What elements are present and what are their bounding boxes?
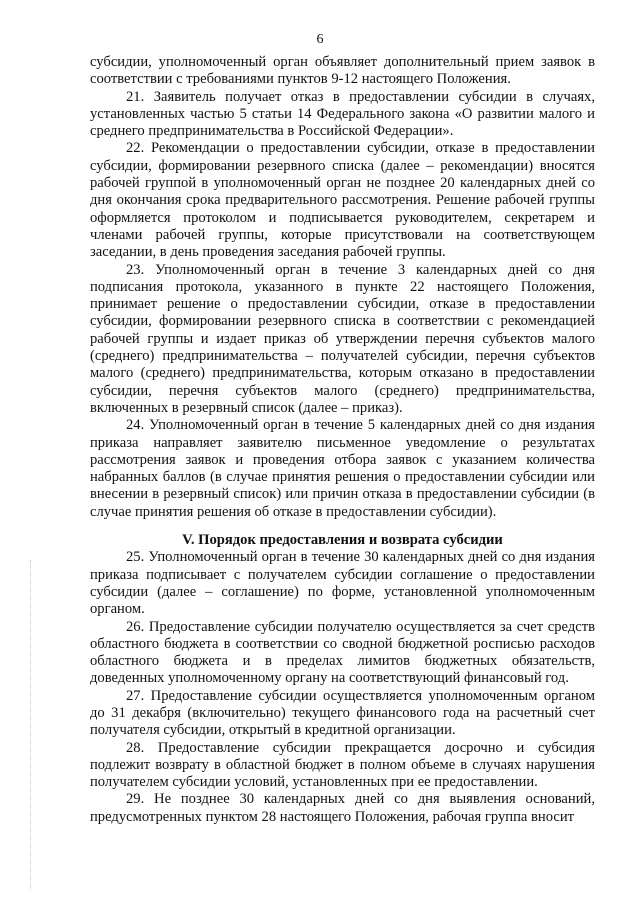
scan-margin-dots bbox=[30, 560, 35, 890]
page-number: 6 bbox=[316, 32, 324, 47]
paragraphs-before-section bbox=[90, 54, 595, 521]
document-body bbox=[90, 54, 595, 826]
section-heading: V. Порядок предоставления и возврата субсидии bbox=[182, 532, 503, 549]
paragraph: 25. Уполномоченный орган в течение 30 календарных дней со дня издания приказа подписывает с получателем субсидии соглашение о предоставлении субсидии (далее – соглашение) по форме, установленной уполномоченным органом. bbox=[90, 549, 595, 618]
paragraph: 23. Уполномоченный орган в течение 3 календарных дней со дня подписания протокола, указанного в пункте 22 настоящего Положения, принимает решение о предоставлении субсидии, отказе в предоставлении субсидии, формировании резервного списка в соответствии с рекомендацией рабочей группы и издает приказ об утверждении перечня субъектов малого (среднего) предпринимательства – получателей субсидии, перечня субъектов малого (среднего) предпринимательства, которым отказано в предоставлении субсидии, перечня субъектов малого (среднего) предпринимательства, включенных в резервный список (далее – приказ). bbox=[90, 261, 595, 416]
paragraph: 26. Предоставление субсидии получателю осуществляется за счет средств областного бюджета в соответствии со сводной бюджетной росписью расходов областного бюджета и в пределах лимитов бюджетных обязательств, доведенных уполномоченному органу на соответствующий финансовый год. bbox=[90, 618, 595, 687]
paragraph: 27. Предоставление субсидии осуществляется уполномоченным органом до 31 декабря (включительно) текущего финансового года на расчетный счет получателя субсидии, открытый в кредитной организации. bbox=[90, 687, 595, 739]
paragraph: 24. Уполномоченный орган в течение 5 календарных дней со дня издания приказа направляет заявителю письменное уведомление о результатах рассмотрения заявок и проведения отбора заявок с указанием количества набранных баллов (в случае принятия решения о предоставлении субсидии или внесении в резервный список) или причин отказа в предоставлении субсидии (в случае принятия решения об отказе в предоставлении субсидии). bbox=[90, 417, 595, 520]
paragraph: 28. Предоставление субсидии прекращается досрочно и субсидия подлежит возврату в областной бюджет в полном объеме в случаях нарушения получателем субсидии условий, установленных при ее предоставлении. bbox=[90, 739, 595, 791]
paragraph: 22. Рекомендации о предоставлении субсидии, отказе в предоставлении субсидии, формировании резервного списка (далее – рекомендации) вносятся рабочей группой в уполномоченный орган не позднее 20 календарных дней со дня окончания срока предварительного рассмотрения. Решение рабочей группы оформляется протоколом и подписывается руководителем, секретарем и членами рабочей группы, которые присутствовали на соответствующем заседании, в день проведения заседания рабочей группы. bbox=[90, 140, 595, 261]
paragraph: субсидии, уполномоченный орган объявляет дополнительный прием заявок в соответствии с требованиями пунктов 9-12 настоящего Положения. bbox=[90, 54, 595, 88]
paragraph: 21. Заявитель получает отказ в предоставлении субсидии в случаях, установленных частью 5 статьи 14 Федерального закона «О развитии малого и среднего предпринимательства в Российской Федерации». bbox=[90, 88, 595, 140]
paragraphs-after-section bbox=[90, 549, 595, 826]
paragraph: 29. Не позднее 30 календарных дней со дня выявления оснований, предусмотренных пунктом 28 настоящего Положения, рабочая группа вносит bbox=[90, 791, 595, 825]
